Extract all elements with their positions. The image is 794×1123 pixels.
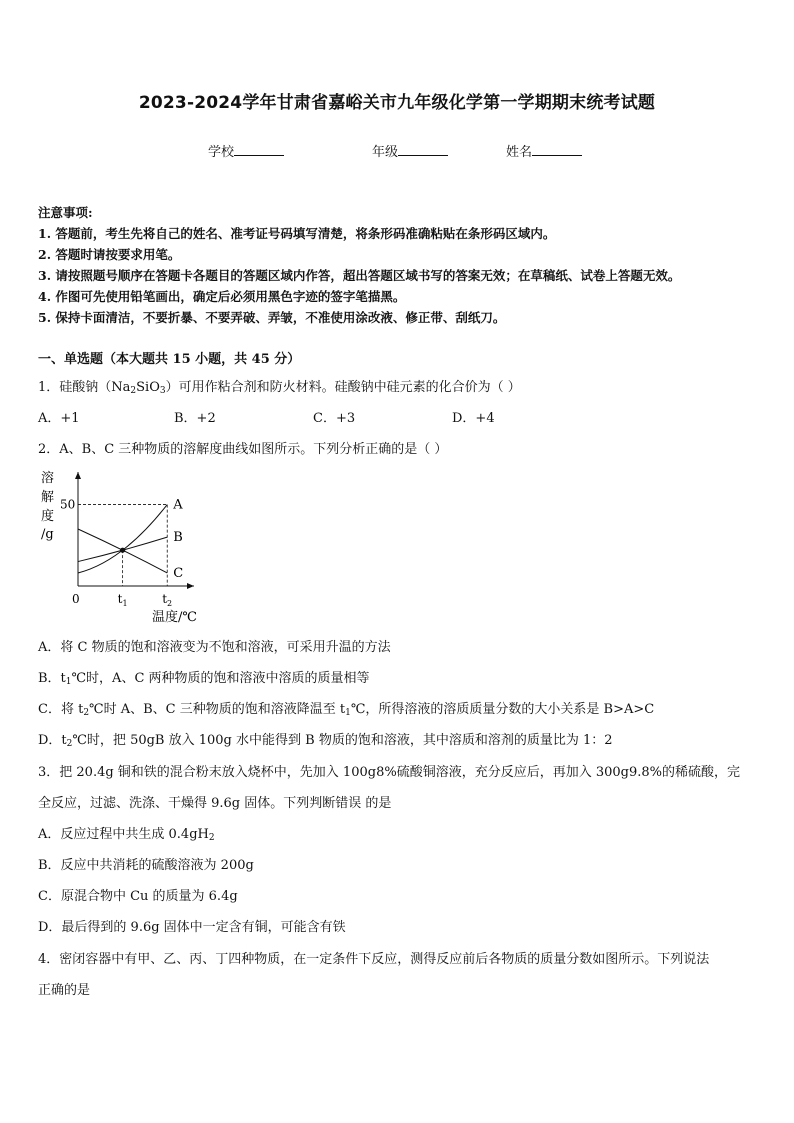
q2-option-a: A．将 C 物质的饱和溶液变为不饱和溶液，可采用升温的方法 bbox=[38, 640, 391, 655]
q3-option-a: A．反应过程中共生成 $0.4gH_2$ bbox=[38, 827, 215, 843]
grade-label: 年级 bbox=[372, 145, 399, 160]
grade-field bbox=[372, 141, 448, 160]
y-tick-label: 50 bbox=[60, 497, 76, 512]
x-tick-label: $t_1$ bbox=[117, 592, 128, 608]
note-item: 1. 答题前，考生先将自己的姓名、准考证号码填写清楚，将条形码准确粘贴在条形码区域内。 bbox=[38, 226, 556, 241]
question-2-stem: 2．A、B、C 三种物质的溶解度曲线如图所示。下列分析正确的是（ ） bbox=[38, 442, 448, 457]
y-axis-label-char: 溶 bbox=[41, 471, 55, 486]
q3-option-d: D．最后得到的 9.6g 固体中一定含有铜，可能含有铁 bbox=[38, 920, 346, 935]
x-tick-label: $t_2$ bbox=[162, 592, 173, 608]
q2-option-c: C．将 $t_2℃$时 A、B、C 三种物质的饱和溶液降温至 $t_1℃$，所得溶液的溶质质量分数的大小关系是 B>A>C bbox=[38, 702, 655, 718]
note-item: 2. 答题时请按要求用笔。 bbox=[38, 247, 181, 262]
page-title: 2023-2024学年甘肃省嘉峪关市九年级化学第一学期期末统考试题 bbox=[138, 93, 656, 113]
solubility-chart bbox=[34, 462, 214, 630]
school-field bbox=[208, 141, 284, 160]
section-heading: 一、单选题（本大题共 15 小题，共 45 分） bbox=[38, 352, 301, 367]
name-blank bbox=[532, 143, 582, 156]
question-4-stem-line2: 正确的是 bbox=[38, 983, 91, 998]
x-axis-label: 温度/℃ bbox=[152, 610, 197, 625]
q3-option-b: B．反应中共消耗的硫酸溶液为 200g bbox=[38, 858, 254, 873]
question-3-stem-line2: 全反应，过滤、洗涤、干燥得 9.6g 固体。下列判断错误 的是 bbox=[38, 796, 392, 811]
q2-option-b: B．$t_1℃$时，A、C 两种物质的饱和溶液中溶质的质量相等 bbox=[38, 671, 370, 687]
q1-option-b: B．+2 bbox=[174, 411, 216, 426]
note-item: 5. 保持卡面清洁，不要折暴、不要弄破、弄皱，不准使用涂改液、修正带、刮纸刀。 bbox=[38, 310, 506, 325]
school-label: 学校 bbox=[208, 145, 235, 160]
y-axis-label-char: 解 bbox=[41, 490, 55, 505]
origin-label: 0 bbox=[72, 592, 80, 606]
question-4-stem-line1: 4．密闭容器中有甲、乙、丙、丁四种物质，在一定条件下反应，测得反应前后各物质的质量分数如图所示。下列说法 bbox=[38, 952, 710, 967]
y-axis-label-char: 度 bbox=[41, 509, 55, 524]
note-item: 3. 请按照题号顺序在答题卡各题目的答题区域内作答，超出答题区域书写的答案无效；在草稿纸、试卷上答题无效。 bbox=[38, 268, 681, 283]
y-axis-label-char: /g bbox=[41, 527, 54, 542]
curve-label-B: B bbox=[173, 530, 183, 546]
question-3-stem-line1: 3．把 20.4g 铜和铁的混合粉末放入烧杯中，先加入 100g8%硫酸铜溶液，充分反应后，再加入 300g9.8%的稀硫酸，完 bbox=[38, 765, 740, 780]
grade-blank bbox=[398, 143, 448, 156]
curve-label-C: C bbox=[173, 565, 184, 581]
q3-option-c: C．原混合物中 Cu 的质量为 6.4g bbox=[38, 889, 238, 904]
note-item: 4. 作图可先使用铅笔画出，确定后必须用黑色字迹的签字笔描黑。 bbox=[38, 289, 406, 304]
q1-option-a: A．+1 bbox=[38, 411, 80, 426]
intersection-point bbox=[120, 548, 125, 553]
name-label: 姓名 bbox=[506, 145, 533, 160]
q1-option-c: C．+3 bbox=[313, 411, 356, 426]
notes-heading: 注意事项: bbox=[38, 205, 93, 220]
q2-option-d: D．$t_2℃$时，把 50gB 放入 100g 水中能得到 B 物质的饱和溶液，其中溶质和溶剂的质量比为 1：2 bbox=[38, 733, 613, 749]
q1-option-d: D．+4 bbox=[452, 411, 495, 426]
school-blank bbox=[234, 143, 284, 156]
x-axis-arrow bbox=[187, 583, 194, 589]
curve-label-A: A bbox=[173, 497, 183, 513]
name-field bbox=[506, 141, 582, 160]
question-1-stem: 1．硅酸钠$(Na_2SiO_3)$可用作粘合剂和防火材料。硅酸钠中硅元素的化合价为（ ） bbox=[38, 380, 521, 396]
y-axis-arrow bbox=[75, 472, 81, 479]
